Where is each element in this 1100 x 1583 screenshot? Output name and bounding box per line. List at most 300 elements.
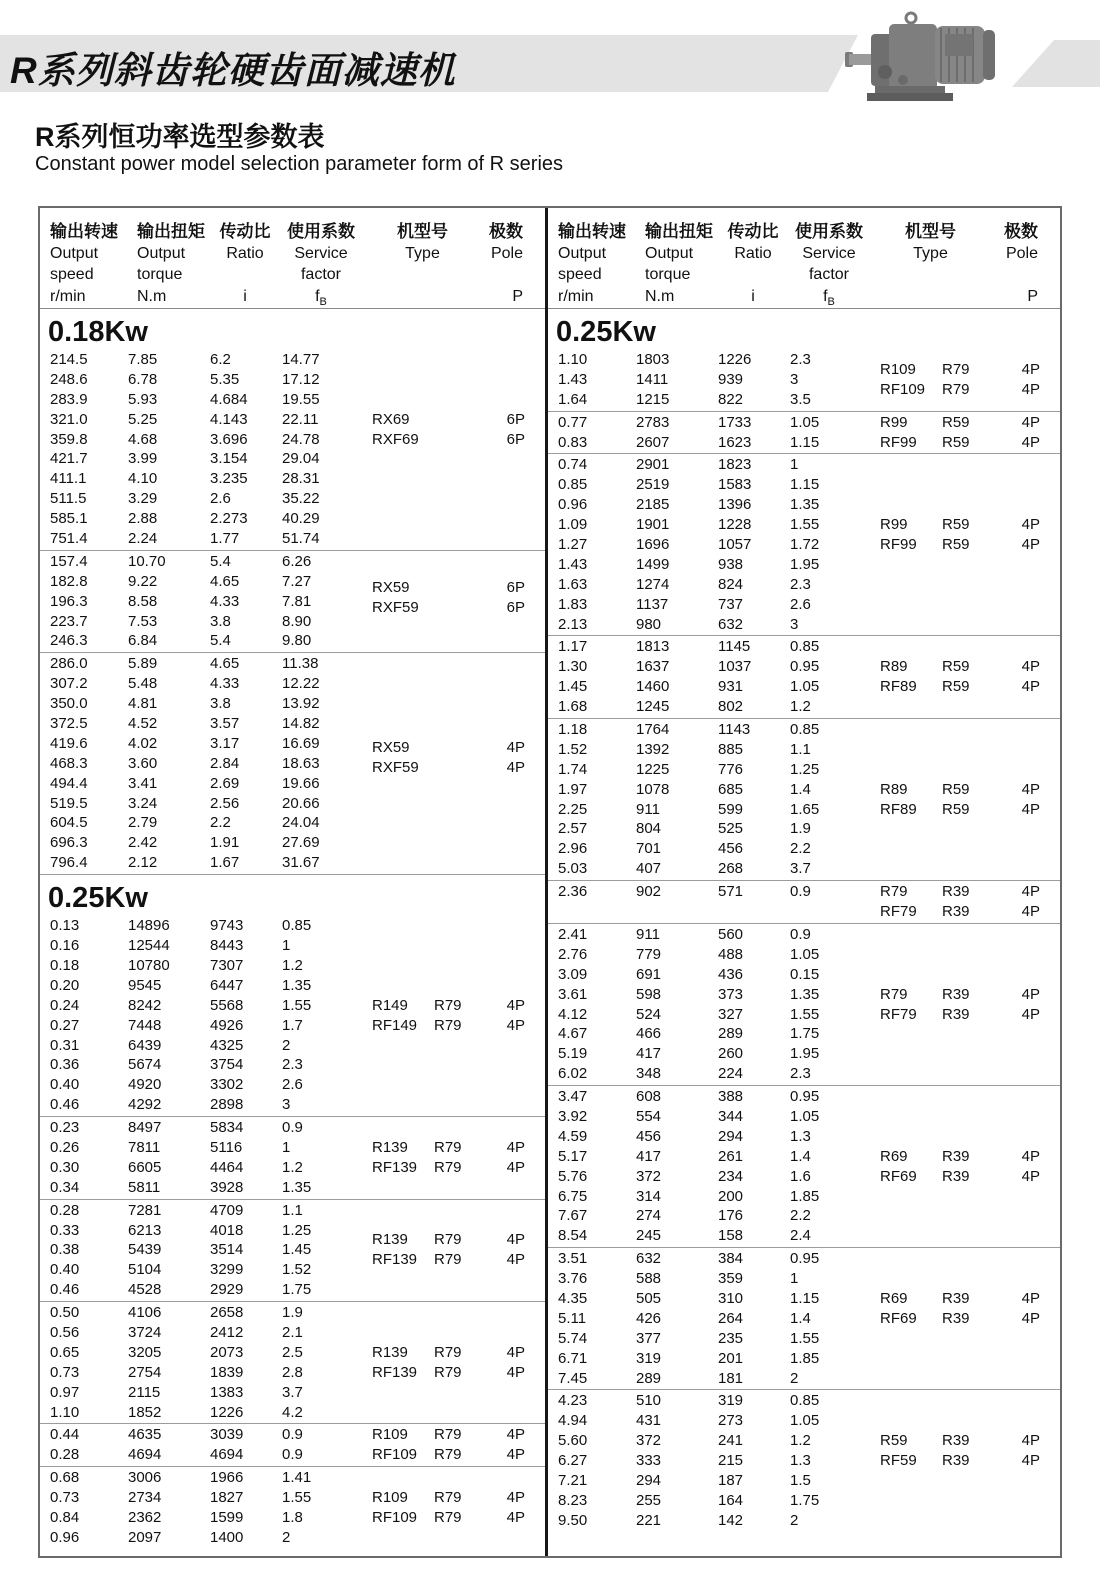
- cell-output-speed: 3.76: [558, 1270, 588, 1288]
- type-line: [372, 738, 525, 758]
- type-block: [372, 578, 525, 618]
- cell-output-torque: 911: [636, 800, 660, 818]
- cell-service-factor: 1.45: [282, 1241, 312, 1259]
- cell-service-factor: 1.8: [282, 1508, 303, 1526]
- header-label-en: Output: [50, 244, 99, 262]
- type-block: [880, 1431, 1040, 1471]
- header-col-output-torque: [645, 221, 713, 307]
- cell-service-factor: 1.41: [282, 1469, 312, 1487]
- table-row: [40, 976, 545, 996]
- cell-output-torque: 426: [636, 1309, 662, 1327]
- cell-ratio: 187: [718, 1471, 744, 1489]
- cell-output-speed: 0.26: [50, 1138, 80, 1156]
- header-unit: i: [243, 287, 247, 305]
- cell-output-torque: 5.48: [128, 675, 158, 693]
- cell-output-speed: 4.59: [558, 1127, 588, 1145]
- header-label-en: Type: [913, 244, 948, 262]
- cell-output-torque: 3.41: [128, 774, 158, 792]
- cell-ratio: 1827: [210, 1489, 244, 1507]
- type-line: [880, 380, 1040, 400]
- pole-label: 4P: [1021, 1167, 1040, 1185]
- cell-ratio: 5568: [210, 996, 244, 1014]
- header-col-output-speed: [558, 221, 626, 307]
- table-row: [40, 1383, 545, 1403]
- header-label-en: Type: [405, 244, 440, 262]
- type-model-2: R79: [434, 1231, 462, 1249]
- type-model: RF149: [372, 1016, 418, 1034]
- table-row: [40, 529, 545, 549]
- cell-output-torque: 255: [636, 1491, 662, 1509]
- header-label-cn: 机型号: [397, 222, 448, 241]
- cell-service-factor: 0.9: [282, 1446, 303, 1464]
- table-row: [548, 839, 1060, 859]
- table-row: [548, 1107, 1060, 1127]
- type-line: [372, 1343, 525, 1363]
- cell-service-factor: 2.1: [282, 1323, 303, 1341]
- table-row: [548, 1249, 1060, 1269]
- cell-output-speed: 519.5: [50, 794, 88, 812]
- cell-service-factor: 0.95: [790, 1088, 820, 1106]
- parameter-group: [548, 1390, 1060, 1531]
- cell-output-torque: 10780: [128, 956, 170, 974]
- header-col-pole: [966, 221, 1038, 307]
- cell-service-factor: 35.22: [282, 490, 320, 508]
- header-col-service-factor: [278, 221, 364, 313]
- cell-output-torque: 1245: [636, 698, 670, 716]
- gear-motor-image: [845, 2, 1015, 114]
- cell-output-speed: 0.23: [50, 1119, 80, 1137]
- cell-output-torque: 12544: [128, 937, 170, 955]
- cell-service-factor: 0.9: [790, 883, 811, 901]
- cell-output-speed: 1.74: [558, 760, 588, 778]
- type-line: [372, 1488, 525, 1508]
- pole-label: 4P: [1021, 658, 1040, 676]
- cell-output-speed: 1.68: [558, 698, 588, 716]
- cell-output-torque: 505: [636, 1289, 662, 1307]
- type-model: RF99: [880, 536, 917, 554]
- type-block: [880, 657, 1040, 697]
- cell-ratio: 235: [718, 1329, 744, 1347]
- cell-service-factor: 1.3: [790, 1127, 811, 1145]
- cell-output-torque: 4.02: [128, 734, 158, 752]
- cell-output-torque: 289: [636, 1369, 662, 1387]
- cell-output-speed: 0.33: [50, 1221, 80, 1239]
- table-row: [40, 1118, 545, 1138]
- cell-output-speed: 246.3: [50, 632, 88, 650]
- cell-ratio: 436: [718, 965, 744, 983]
- pole-label: 4P: [506, 996, 525, 1014]
- table-row: [548, 1127, 1060, 1147]
- cell-output-speed: 0.56: [50, 1323, 80, 1341]
- cell-ratio: 5.4: [210, 552, 231, 570]
- cell-ratio: 685: [718, 780, 744, 798]
- table-row: [548, 1064, 1060, 1084]
- type-model-2: R79: [434, 1363, 462, 1381]
- cell-output-speed: 411.1: [50, 470, 87, 488]
- cell-output-speed: 0.46: [50, 1281, 80, 1299]
- cell-ratio: 1057: [718, 536, 752, 554]
- cell-service-factor: 1.15: [790, 433, 820, 451]
- cell-output-torque: 4106: [128, 1304, 162, 1322]
- table-row: [40, 794, 545, 814]
- parameter-group: [40, 1424, 545, 1467]
- cell-output-speed: 182.8: [50, 572, 88, 590]
- cell-ratio: 4.143: [210, 410, 248, 428]
- type-block: [880, 985, 1040, 1025]
- header-label-en: Output: [645, 244, 694, 262]
- cell-output-speed: 4.94: [558, 1412, 588, 1430]
- table-row: [548, 740, 1060, 760]
- cell-ratio: 4.65: [210, 572, 240, 590]
- parameter-group: [548, 349, 1060, 412]
- cell-output-speed: 0.20: [50, 976, 80, 994]
- cell-ratio: 938: [718, 555, 744, 573]
- type-block: [880, 515, 1040, 555]
- cell-output-torque: 6.84: [128, 632, 158, 650]
- cell-output-torque: 1901: [636, 516, 670, 534]
- type-model: R59: [880, 1432, 908, 1450]
- cell-output-torque: 2.88: [128, 510, 158, 528]
- cell-service-factor: 1.75: [790, 1491, 820, 1509]
- cell-service-factor: 29.04: [282, 450, 320, 468]
- type-model: RF139: [372, 1158, 418, 1176]
- type-line: [372, 1138, 525, 1158]
- type-model: RX59: [372, 738, 410, 756]
- parameter-group: [548, 1086, 1060, 1248]
- cell-output-speed: 0.40: [50, 1076, 80, 1094]
- type-model: R139: [372, 1343, 408, 1361]
- type-line: [372, 1363, 525, 1383]
- cell-ratio: 234: [718, 1167, 744, 1185]
- cell-output-speed: 372.5: [50, 715, 88, 733]
- type-model: RF89: [880, 800, 917, 818]
- cell-output-speed: 0.24: [50, 996, 80, 1014]
- cell-output-torque: 1813: [636, 638, 670, 656]
- table-row: [548, 1226, 1060, 1246]
- cell-ratio: 3.8: [210, 612, 231, 630]
- cell-service-factor: 1.2: [790, 698, 811, 716]
- cell-output-speed: 0.83: [558, 433, 588, 451]
- cell-output-speed: 0.31: [50, 1036, 80, 1054]
- table-row: [548, 1044, 1060, 1064]
- cell-ratio: 215: [718, 1452, 744, 1470]
- header-label-en: Ratio: [226, 244, 264, 262]
- cell-ratio: 7307: [210, 956, 244, 974]
- cell-ratio: 1823: [718, 456, 752, 474]
- cell-output-speed: 0.27: [50, 1016, 80, 1034]
- pole-label: 4P: [1021, 985, 1040, 1003]
- cell-ratio: 3754: [210, 1056, 244, 1074]
- cell-output-speed: 0.73: [50, 1363, 80, 1381]
- type-model: RF99: [880, 433, 917, 451]
- cell-output-speed: 1.43: [558, 370, 588, 388]
- cell-output-torque: 4292: [128, 1096, 162, 1114]
- cell-service-factor: 1.05: [790, 413, 820, 431]
- cell-service-factor: 0.9: [790, 925, 811, 943]
- cell-output-speed: 4.67: [558, 1025, 588, 1043]
- cell-service-factor: 2: [790, 1369, 799, 1387]
- cell-service-factor: 0.85: [282, 917, 312, 935]
- type-block: [880, 413, 1040, 453]
- cell-service-factor: 2.3: [282, 1056, 303, 1074]
- parameter-group: [40, 349, 545, 551]
- power-section-heading: 0.25Kw: [556, 316, 656, 348]
- type-block: [372, 1230, 525, 1270]
- cell-ratio: 373: [718, 985, 744, 1003]
- table-row: [548, 1329, 1060, 1349]
- cell-output-torque: 3724: [128, 1323, 162, 1341]
- cell-output-torque: 1764: [636, 721, 670, 739]
- cell-output-speed: 0.44: [50, 1426, 80, 1444]
- type-model: R149: [372, 996, 408, 1014]
- cell-output-speed: 1.09: [558, 516, 588, 534]
- cell-service-factor: 1.05: [790, 1107, 820, 1125]
- table-row: [548, 1511, 1060, 1531]
- type-model: RF139: [372, 1251, 418, 1269]
- cell-service-factor: 1.35: [282, 976, 312, 994]
- cell-ratio: 939: [718, 370, 744, 388]
- type-block: [372, 1425, 525, 1465]
- header-col-ratio: [716, 221, 790, 307]
- cell-service-factor: 3.7: [282, 1383, 303, 1401]
- parameter-group: [548, 412, 1060, 455]
- parameter-group: [40, 1117, 545, 1200]
- cell-output-torque: 4.10: [128, 470, 158, 488]
- cell-service-factor: 2: [790, 1511, 799, 1529]
- cell-output-speed: 0.13: [50, 917, 80, 935]
- header-unit: i: [751, 287, 755, 305]
- cell-ratio: 224: [718, 1065, 744, 1083]
- cell-output-speed: 8.23: [558, 1491, 588, 1509]
- cell-service-factor: 3.5: [790, 390, 811, 408]
- table-row: [548, 945, 1060, 965]
- cell-service-factor: 0.95: [790, 658, 820, 676]
- type-model: RXF59: [372, 598, 419, 616]
- cell-output-speed: 6.71: [558, 1349, 588, 1367]
- cell-output-torque: 2.12: [128, 854, 158, 872]
- cell-service-factor: 40.29: [282, 510, 320, 528]
- type-block: [372, 1138, 525, 1178]
- type-model-2: R79: [434, 1016, 462, 1034]
- cell-output-torque: 8.58: [128, 592, 158, 610]
- cell-service-factor: 3: [282, 1096, 291, 1114]
- type-line: [880, 677, 1040, 697]
- cell-output-torque: 804: [636, 820, 662, 838]
- cell-output-speed: 0.46: [50, 1096, 80, 1114]
- cell-ratio: 3.57: [210, 715, 240, 733]
- header-label-cn: 极数: [1004, 222, 1038, 241]
- pole-label: 4P: [1021, 800, 1040, 818]
- header-unit: P: [512, 287, 523, 305]
- pole-label: 4P: [1021, 1452, 1040, 1470]
- cell-output-speed: 0.34: [50, 1178, 80, 1196]
- cell-output-speed: 7.21: [558, 1471, 588, 1489]
- cell-ratio: 289: [718, 1025, 744, 1043]
- type-line: [372, 758, 525, 778]
- cell-ratio: 388: [718, 1088, 744, 1106]
- type-line: [880, 1147, 1040, 1167]
- cell-output-speed: 604.5: [50, 814, 88, 832]
- pole-label: 4P: [1021, 1289, 1040, 1307]
- power-section-heading: 0.25Kw: [48, 882, 148, 915]
- pole-label: 4P: [506, 1363, 525, 1381]
- cell-ratio: 2898: [210, 1096, 244, 1114]
- parameter-group: [40, 915, 545, 1117]
- table-row: [548, 1391, 1060, 1411]
- cell-output-speed: 4.35: [558, 1289, 588, 1307]
- cell-ratio: 4464: [210, 1158, 244, 1176]
- header-col-ratio: [208, 221, 282, 307]
- cell-output-speed: 1.27: [558, 536, 588, 554]
- cell-output-torque: 2.79: [128, 814, 158, 832]
- cell-output-speed: 1.63: [558, 575, 588, 593]
- cell-output-speed: 7.45: [558, 1369, 588, 1387]
- cell-service-factor: 18.63: [282, 754, 320, 772]
- cell-ratio: 4694: [210, 1446, 244, 1464]
- type-line: [880, 515, 1040, 535]
- cell-output-torque: 691: [636, 965, 662, 983]
- type-line: [372, 598, 525, 618]
- banner-right-stripe: [1012, 40, 1100, 87]
- cell-output-speed: 0.38: [50, 1241, 80, 1259]
- type-model-2: R59: [942, 516, 970, 534]
- type-line: [880, 800, 1040, 820]
- table-row: [40, 956, 545, 976]
- type-model: R139: [372, 1138, 408, 1156]
- cell-output-torque: 377: [636, 1329, 662, 1347]
- type-model: RF79: [880, 1005, 917, 1023]
- pole-label: 4P: [1021, 1147, 1040, 1165]
- pole-label: 4P: [1021, 413, 1040, 431]
- cell-output-speed: 2.76: [558, 945, 588, 963]
- cell-output-torque: 2115: [128, 1383, 161, 1401]
- pole-label: 4P: [1021, 1309, 1040, 1327]
- type-line: [372, 410, 525, 430]
- pole-label: 4P: [1021, 380, 1040, 398]
- cell-output-speed: 283.9: [50, 390, 88, 408]
- type-model: R79: [880, 985, 908, 1003]
- cell-ratio: 1966: [210, 1469, 244, 1487]
- header-label-en: Output: [137, 244, 186, 262]
- cell-service-factor: 3: [790, 615, 799, 633]
- cell-service-factor: 1.05: [790, 945, 820, 963]
- cell-service-factor: 11.38: [282, 655, 319, 673]
- cell-service-factor: 7.81: [282, 592, 312, 610]
- cell-ratio: 3039: [210, 1426, 244, 1444]
- cell-ratio: 4.684: [210, 390, 248, 408]
- cell-output-speed: 6.27: [558, 1452, 588, 1470]
- banner-title: R系列斜齿轮硬齿面减速机: [10, 50, 456, 91]
- type-block: [372, 1488, 525, 1528]
- type-block: [372, 996, 525, 1036]
- cell-service-factor: 1.3: [790, 1452, 811, 1470]
- table-row: [40, 1468, 545, 1488]
- cell-service-factor: 1.55: [790, 516, 820, 534]
- cell-output-speed: 8.54: [558, 1227, 588, 1245]
- cell-output-speed: 5.60: [558, 1432, 588, 1450]
- cell-output-torque: 1392: [636, 740, 670, 758]
- cell-service-factor: 1.95: [790, 555, 820, 573]
- table-row: [548, 925, 1060, 945]
- header-label-en: torque: [137, 266, 183, 283]
- cell-service-factor: 2.6: [790, 595, 811, 613]
- table-row: [40, 1528, 545, 1548]
- cell-output-torque: 1803: [636, 351, 670, 368]
- cell-service-factor: 2: [282, 1036, 291, 1054]
- cell-output-torque: 524: [636, 1005, 662, 1023]
- cell-output-torque: 7811: [128, 1138, 161, 1156]
- cell-output-torque: 7.53: [128, 612, 158, 630]
- table-row: [548, 859, 1060, 879]
- parameter-group: [548, 881, 1060, 924]
- cell-ratio: 1839: [210, 1363, 244, 1381]
- cell-output-speed: 1.52: [558, 740, 588, 758]
- cell-service-factor: 17.12: [282, 370, 320, 388]
- cell-service-factor: 13.92: [282, 695, 320, 713]
- cell-service-factor: 1.05: [790, 678, 820, 696]
- type-block: [880, 882, 1040, 922]
- cell-ratio: 6447: [210, 976, 244, 994]
- pole-label: 4P: [1021, 433, 1040, 451]
- cell-output-speed: 1.10: [50, 1403, 80, 1421]
- cell-output-speed: 1.45: [558, 678, 588, 696]
- cell-output-speed: 3.47: [558, 1088, 588, 1106]
- cell-ratio: 2.56: [210, 794, 240, 812]
- cell-output-torque: 7448: [128, 1016, 162, 1034]
- cell-ratio: 1226: [718, 351, 752, 368]
- cell-ratio: 1.67: [210, 854, 240, 872]
- table-row: [548, 575, 1060, 595]
- cell-ratio: 1623: [718, 433, 752, 451]
- pole-label: 6P: [506, 430, 525, 448]
- header-col-service-factor: [786, 221, 872, 313]
- type-model-2: R59: [942, 658, 970, 676]
- type-block: [880, 780, 1040, 820]
- cell-service-factor: 2: [282, 1528, 291, 1546]
- cell-ratio: 176: [718, 1207, 744, 1225]
- header-label-en: speed: [558, 266, 602, 283]
- cell-output-torque: 8497: [128, 1119, 162, 1137]
- cell-output-torque: 4.52: [128, 715, 158, 733]
- cell-ratio: 241: [718, 1432, 744, 1450]
- cell-service-factor: 1.2: [282, 956, 303, 974]
- cell-output-speed: 0.30: [50, 1158, 80, 1176]
- cell-ratio: 8443: [210, 937, 244, 955]
- cell-service-factor: 14.82: [282, 715, 320, 733]
- cell-output-torque: 431: [636, 1412, 662, 1430]
- cell-output-torque: 588: [636, 1270, 662, 1288]
- cell-ratio: 2.2: [210, 814, 231, 832]
- cell-output-speed: 5.03: [558, 860, 588, 878]
- cell-ratio: 2658: [210, 1304, 244, 1322]
- pole-label: 4P: [506, 1251, 525, 1269]
- type-line: [372, 1158, 525, 1178]
- type-model: RF109: [880, 380, 926, 398]
- type-line: [372, 1250, 525, 1270]
- cell-service-factor: 24.04: [282, 814, 320, 832]
- cell-output-torque: 1499: [636, 555, 670, 573]
- cell-ratio: 599: [718, 800, 744, 818]
- cell-service-factor: 9.80: [282, 632, 312, 650]
- cell-ratio: 456: [718, 840, 744, 858]
- cell-output-speed: 5.11: [558, 1309, 587, 1327]
- cell-output-speed: 214.5: [50, 351, 88, 368]
- header-label-en: Service: [802, 244, 856, 262]
- type-line: [372, 1425, 525, 1445]
- header-unit: N.m: [137, 287, 167, 305]
- cell-output-torque: 510: [636, 1392, 662, 1410]
- parameter-group: [40, 551, 545, 653]
